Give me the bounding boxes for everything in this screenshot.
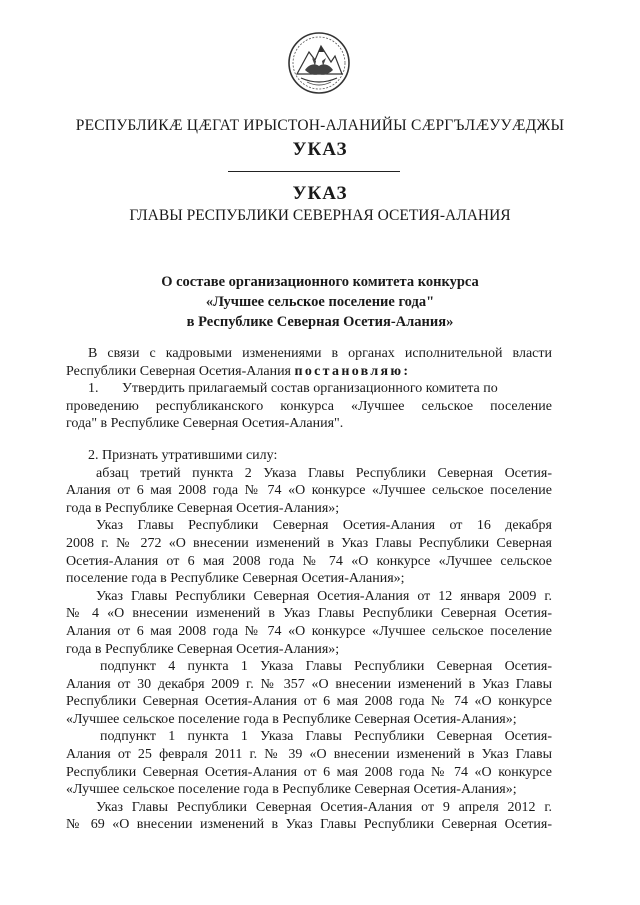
- paragraph-line: [66, 363, 552, 381]
- paragraph-line: «Лучшее сельское поселение года в Республике Северная Осетия-Алания»;: [66, 782, 517, 798]
- decree-body: [66, 345, 552, 834]
- ukaz-russian-heading: УКАЗ: [292, 183, 348, 204]
- item-number: 1.: [88, 381, 99, 397]
- paragraph-line: абзац третий пункта 2 Указа Главы Республики Северная Осетия-: [96, 465, 552, 481]
- paragraph-line: № 4 «О внесении изменений в Указ Главы Республики Северная Осетия-: [66, 606, 552, 622]
- paragraph-line: подпункт 4 пункта 1 Указа Главы Республики Северная Осетия-: [100, 659, 552, 675]
- paragraph-line: года в Республике Северная Осетия-Алания»;: [66, 500, 340, 516]
- paragraph-line: Указ Главы Республики Северная Осетия-Алания от 16 декабря: [96, 518, 552, 534]
- decree-subject-line-3: в Республике Северная Осетия-Алания»: [186, 314, 454, 330]
- paragraph-line: № 69 «О внесении изменений в Указ Главы Республики Северная Осетия-: [66, 817, 552, 833]
- paragraph-text: Республики Северная Осетия-Алания: [66, 363, 291, 379]
- paragraph-line: года" в Республике Северная Осетия-Алания".: [66, 416, 344, 432]
- ukaz-ossetian-heading: УКАЗ: [292, 139, 348, 160]
- paragraph-line: 2008 г. № 272 «О внесении изменений в Указ Главы Республики Северная: [66, 535, 552, 551]
- paragraph-line: подпункт 1 пункта 1 Указа Главы Республики Северная Осетия-: [100, 729, 552, 745]
- decree-subject-line-2: «Лучшее сельское поселение года": [205, 294, 435, 310]
- resolve-word: постановляю:: [294, 363, 411, 379]
- paragraph-line: Алания от 6 мая 2008 года № 74 «О конкурсе «Лучшее сельское поселение: [66, 623, 552, 639]
- paragraph-gap: [66, 433, 552, 447]
- paragraph-line: Республики Северная Осетия-Алания от 6 мая 2008 года № 74 «О конкурсе: [66, 694, 552, 710]
- paragraph-line: Указ Главы Республики Северная Осетия-Алания от 9 апреля 2012 г.: [96, 799, 552, 815]
- paragraph-text: Утвердить прилагаемый состав организационного комитета по: [122, 381, 498, 397]
- paragraph-line: В связи с кадровыми изменениями в органах исполнительной власти: [88, 346, 552, 361]
- divider: [228, 171, 400, 172]
- coat-of-arms-emblem-icon: [285, 30, 353, 96]
- paragraph-line: Алания от 6 мая 2008 года № 74 «О конкурсе «Лучшее сельское поселение: [66, 483, 552, 499]
- paragraph-line: проведению республиканского конкурса «Лучшее сельское поселение: [66, 398, 552, 414]
- head-of-republic-title: ГЛАВЫ РЕСПУБЛИКИ СЕВЕРНАЯ ОСЕТИЯ-АЛАНИЯ: [129, 207, 511, 224]
- republic-ossetian-title: РЕСПУБЛИКӔ ЦӔГАТ ИРЫСТОН-АЛАНИЙЫ СӔРГЪЛӔУУӔДЖЫ: [75, 117, 565, 134]
- paragraph-line: Республики Северная Осетия-Алания от 6 мая 2008 года № 74 «О конкурсе: [66, 764, 552, 780]
- decree-subject-title: [0, 272, 640, 332]
- paragraph-line: 2. Признать утратившими силу:: [88, 447, 278, 463]
- paragraph-line: Осетия-Алания от 6 мая 2008 года № 74 «О конкурсе «Лучшее сельское: [66, 553, 552, 569]
- paragraph-line: [66, 380, 552, 398]
- paragraph-line: «Лучшее сельское поселение года в Республике Северная Осетия-Алания»;: [66, 711, 517, 727]
- paragraph-line: Алания от 25 февраля 2011 г. № 39 «О внесении изменений в Указ Главы: [66, 747, 552, 763]
- paragraph-line: Указ Главы Республики Северная Осетия-Алания от 12 января 2009 г.: [96, 588, 552, 604]
- paragraph-line: поселение года в Республике Северная Осетия-Алания»;: [66, 571, 405, 587]
- decree-subject-line-1: О составе организационного комитета конкурса: [161, 274, 479, 290]
- paragraph-line: года в Республике Северная Осетия-Алания»;: [66, 641, 340, 657]
- paragraph-line: Алания от 30 декабря 2009 г. № 357 «О внесении изменений в Указ Главы: [66, 676, 552, 692]
